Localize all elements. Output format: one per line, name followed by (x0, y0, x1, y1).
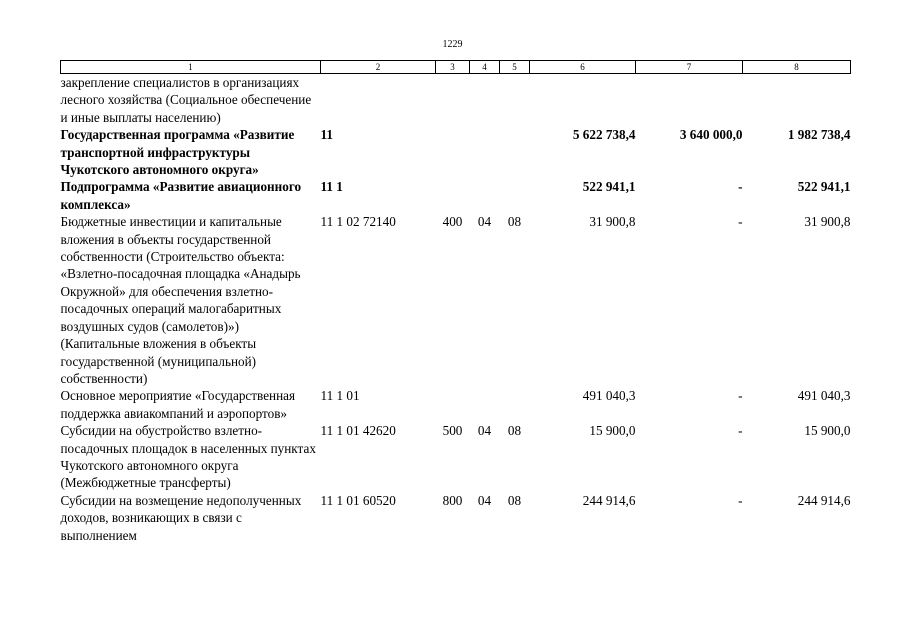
table-row (61, 387, 851, 422)
subsection-code (500, 74, 530, 127)
amount-column-8 (743, 74, 851, 127)
amount-column-7: - (738, 492, 743, 508)
amount-column-7: - (738, 179, 743, 195)
column-header: 1 (61, 61, 321, 74)
expense-type-code (436, 387, 470, 422)
budget-table (60, 60, 851, 544)
target-article-code: 11 (320, 127, 333, 143)
target-article-code: 11 1 01 60520 (320, 492, 396, 508)
item-name: Субсидии на возмещение недополученных доходов, возникающих в связи с выполнением (60, 492, 302, 543)
subsection-code (500, 178, 530, 213)
amount-total: 244 914,6 (582, 492, 636, 508)
item-name: Подпрограмма «Развитие авиационного комплекса» (60, 179, 302, 212)
amount-column-7 (636, 74, 743, 127)
amount-column-7: - (738, 423, 743, 439)
amount-total (530, 74, 636, 127)
column-header: 7 (636, 61, 743, 74)
target-article-code: 11 1 01 (320, 388, 360, 404)
amount-column-8: 31 900,8 (804, 214, 851, 230)
table-row (61, 213, 851, 387)
column-header: 3 (436, 61, 470, 74)
item-name: Государственная программа «Развитие транспортной инфраструктуры Чукотского автономного округа» (60, 127, 295, 178)
expense-type-code (436, 126, 470, 178)
column-header: 4 (470, 61, 500, 74)
column-header: 2 (321, 61, 436, 74)
column-header: 5 (500, 61, 530, 74)
target-article-code: 11 1 01 42620 (320, 423, 396, 439)
target-article-code (321, 74, 436, 127)
column-header: 8 (743, 61, 851, 74)
section-code (470, 74, 500, 127)
section-code (470, 387, 500, 422)
amount-column-8: 1 982 738,4 (787, 127, 851, 143)
amount-column-8: 491 040,3 (797, 388, 851, 404)
table-row (61, 74, 851, 127)
table-row (61, 422, 851, 492)
table-body (61, 74, 851, 544)
amount-total: 15 900,0 (589, 423, 636, 439)
expense-type-code (436, 178, 470, 213)
page-number: 1229 (442, 39, 463, 50)
subsection-code: 08 (507, 492, 522, 508)
column-number-row (61, 61, 851, 74)
expense-type-code: 400 (442, 214, 463, 230)
amount-total: 5 622 738,4 (572, 127, 636, 143)
table-row (61, 492, 851, 544)
section-code (470, 126, 500, 178)
subsection-code: 08 (507, 423, 522, 439)
section-code: 04 (477, 492, 492, 508)
amount-column-7: 3 640 000,0 (679, 127, 743, 143)
item-name: Субсидии на обустройство взлетно-посадочных площадок в населенных пунктах Чукотского автономного округа (Межбюджетные трансферты) (60, 423, 316, 491)
section-code: 04 (477, 214, 492, 230)
amount-total: 522 941,1 (582, 179, 636, 195)
item-name: Основное мероприятие «Государственная поддержка авиакомпаний и аэропортов» (60, 388, 296, 421)
target-article-code: 11 1 02 72140 (320, 214, 396, 230)
amount-column-8: 15 900,0 (804, 423, 851, 439)
item-name: Бюджетные инвестиции и капитальные вложения в объекты государственной собственности (Строительство объекта: «Взлетно-посадочная площадка «Анадырь Окружной» для обеспечения взлетно-посадочных операций малогабаритных воздушных судов (самолетов)») (Капитальные вложения в объекты государственной (муниципальной) собственности) (60, 214, 301, 386)
amount-column-8: 522 941,1 (797, 179, 851, 195)
table-row (61, 178, 851, 213)
column-header: 6 (530, 61, 636, 74)
subsection-code (500, 126, 530, 178)
target-article-code: 11 1 (320, 179, 343, 195)
amount-column-7: - (738, 214, 743, 230)
item-name: закрепление специалистов в организациях лесного хозяйства (Социальное обеспечение и иные выплаты населению) (60, 75, 312, 125)
subsection-code: 08 (507, 214, 522, 230)
amount-column-7: - (738, 388, 743, 404)
expense-type-code (436, 74, 470, 127)
table-row (61, 126, 851, 178)
section-code: 04 (477, 423, 492, 439)
section-code (470, 178, 500, 213)
expense-type-code: 800 (442, 492, 463, 508)
amount-total: 491 040,3 (582, 388, 636, 404)
subsection-code (500, 387, 530, 422)
amount-column-8: 244 914,6 (797, 492, 851, 508)
amount-total: 31 900,8 (589, 214, 636, 230)
expense-type-code: 500 (442, 423, 463, 439)
